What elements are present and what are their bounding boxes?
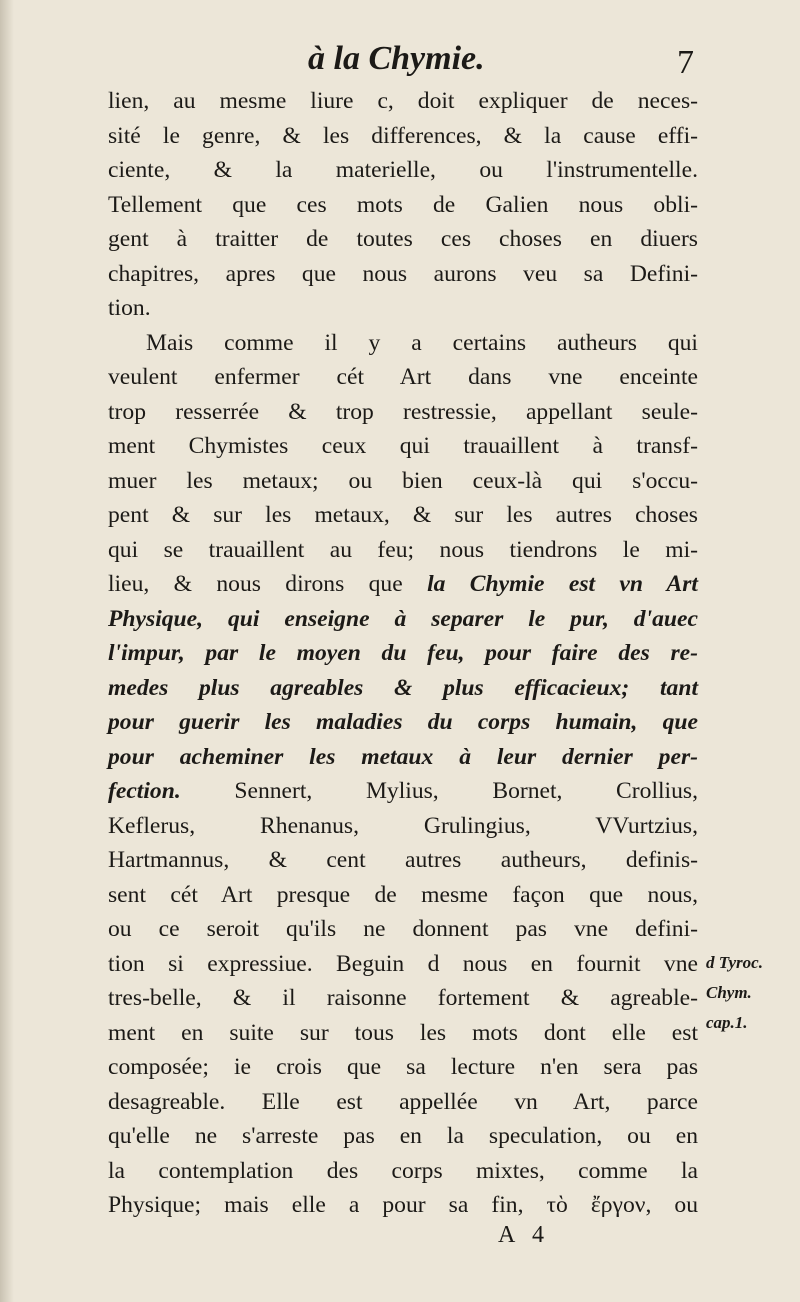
text-line [108, 222, 698, 257]
text-line [108, 119, 698, 154]
text-line [108, 1016, 698, 1051]
line-text: Tellement que ces mots de Galien nous obli- [108, 191, 698, 218]
line-text: tion. [108, 295, 151, 321]
text-line [108, 567, 698, 602]
body-text [108, 84, 698, 1223]
text-line [108, 533, 698, 568]
line-text: medes plus agreables & plus efficacieux; tant [108, 674, 698, 701]
text-line [108, 360, 698, 395]
text-line [108, 843, 698, 878]
text-line [108, 1085, 698, 1120]
text-line [108, 257, 698, 292]
line-text: ment en suite sur tous les mots dont elle est [108, 1019, 698, 1046]
line-text: ment Chymistes ceux qui trauaillent à transf- [108, 433, 698, 459]
margin-note-line: Chym. [706, 983, 752, 1002]
text-line [108, 188, 698, 223]
line-text: Mais comme il y a certains autheurs qui [146, 329, 698, 356]
line-text: tion si expressiue. Beguin d nous en fournit vne [108, 950, 698, 977]
text-line [108, 705, 698, 740]
line-text: qui se trauaillent au feu; nous tiendrons le mi- [108, 536, 698, 563]
text-line [108, 809, 698, 844]
margin-note-line: cap.1. [706, 1013, 748, 1032]
text-line [108, 84, 698, 119]
text-line [108, 912, 698, 947]
line-text: Keflerus, Rhenanus, Grulingius, VVurtzius, [108, 812, 698, 839]
line-text: pour acheminer les metaux à leur dernier per- [108, 743, 698, 770]
text-line [108, 498, 698, 533]
line-text: la contemplation des corps mixtes, comme la [108, 1157, 698, 1184]
text-line [108, 326, 698, 361]
line-text: lien, au mesme liure c, doit expliquer de neces- [108, 88, 698, 114]
text-line [108, 395, 698, 430]
line-text: chapitres, apres que nous aurons veu sa Defini- [108, 260, 698, 287]
margin-note [706, 948, 796, 1038]
text-line [108, 774, 698, 809]
line-text: Hartmannus, & cent autres autheurs, definis- [108, 847, 698, 873]
line-text: tres-belle, & il raisonne fortement & agreable- [108, 985, 698, 1011]
line-text: composée; ie crois que sa lecture n'en sera pas [108, 1054, 698, 1080]
text-line [108, 1154, 698, 1189]
text-line [108, 878, 698, 913]
text-line [108, 740, 698, 775]
gutter-shadow [0, 0, 14, 1302]
page-header [108, 36, 698, 84]
line-text: pour guerir les maladies du corps humain, que [108, 709, 698, 735]
line-text: Physique, qui enseigne à separer le pur, d'auec [108, 605, 698, 632]
text-line [108, 947, 698, 982]
line-text: lieu, & nous dirons que [108, 571, 403, 597]
text-line [108, 1119, 698, 1154]
line-text-roman: Sennert, Mylius, Bornet, Crollius, [234, 778, 698, 804]
line-text: pent & sur les metaux, & sur les autres choses [108, 502, 698, 528]
text-line [108, 1050, 698, 1085]
text-line [108, 671, 698, 706]
text-line [108, 981, 698, 1016]
line-text: ou ce seroit qu'ils ne donnent pas vne defini- [108, 916, 698, 942]
text-line [108, 429, 698, 464]
page-number: 7 [677, 44, 694, 81]
line-text: trop resserrée & trop restressie, appellant seule- [108, 398, 698, 425]
text-line [108, 464, 698, 499]
line-text-italic: la Chymie est vn Art [427, 571, 698, 597]
text-line [108, 602, 698, 637]
text-line [108, 291, 698, 326]
signature-mark: A 4 [498, 1222, 551, 1248]
line-text: muer les metaux; ou bien ceux-là qui s'occu- [108, 467, 698, 494]
line-text: gent à traitter de toutes ces choses en diuers [108, 226, 698, 252]
margin-note-line: d Tyroc. [706, 953, 763, 972]
text-line [108, 153, 698, 188]
line-text: veulent enfermer cét Art dans vne enceinte [108, 364, 698, 390]
line-text: desagreable. Elle est appellée vn Art, parce [108, 1088, 698, 1115]
text-line [108, 636, 698, 671]
line-text: sent cét Art presque de mesme façon que nous, [108, 881, 698, 908]
running-title: à la Chymie. [308, 40, 485, 77]
line-text: ciente, & la materielle, ou l'instrumentelle. [108, 157, 698, 183]
line-text: l'impur, par le moyen du feu, pour faire des re- [108, 640, 698, 666]
line-text: qu'elle ne s'arreste pas en la speculation, ou en [108, 1123, 698, 1149]
line-text: sité le genre, & les differences, & la cause effi- [108, 122, 698, 149]
line-text: fection. [108, 778, 181, 804]
line-text: Physique; mais elle a pour sa fin, τὸ ἔργον, ou [108, 1192, 698, 1218]
text-line [108, 1188, 698, 1223]
